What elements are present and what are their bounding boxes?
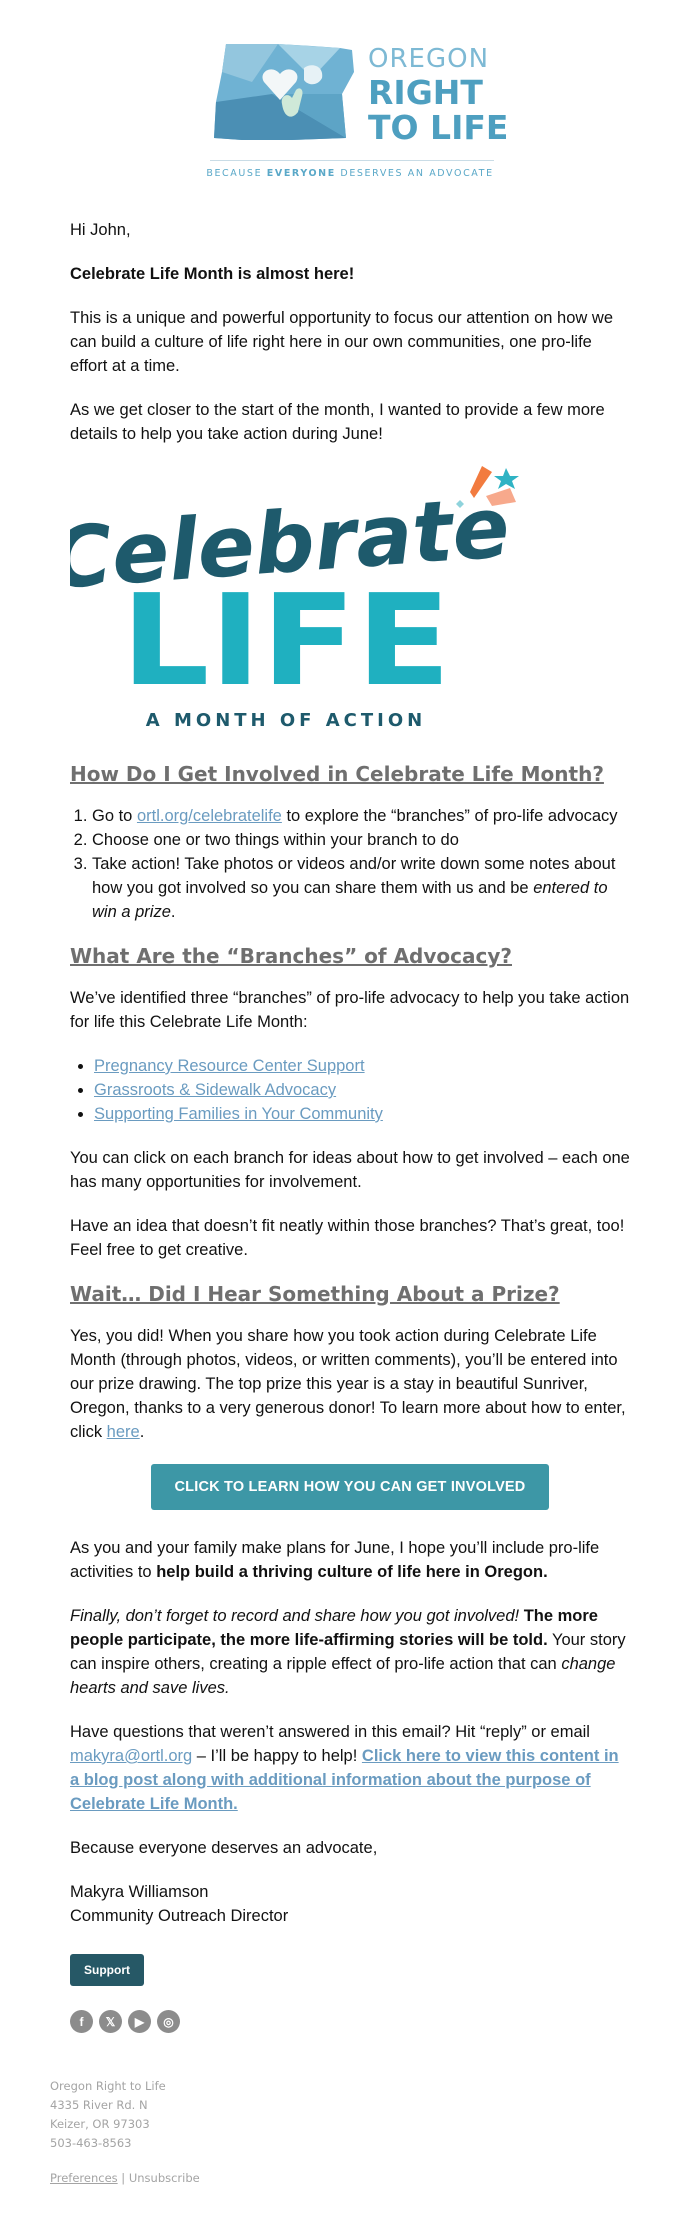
branches-list bbox=[70, 1054, 630, 1126]
blog-post-link[interactable]: Click here to view this content in a blog post along with additional information about the purpose of Celebrate Life Month. bbox=[70, 1747, 619, 1813]
signature bbox=[70, 1880, 630, 1928]
preferences-link[interactable]: Preferences bbox=[50, 2171, 118, 2185]
learn-how-cta-button[interactable]: CLICK TO LEARN HOW YOU CAN GET INVOLVED bbox=[151, 1464, 550, 1510]
hero-subtitle: A MONTH OF ACTION bbox=[145, 710, 427, 731]
step-item: 1. Go to ortl.org/celebratelife to explore the “branches” of pro-life advocacy bbox=[92, 804, 630, 828]
celebrate-life-hero-image bbox=[70, 466, 630, 736]
x-twitter-icon[interactable]: 𝕏 bbox=[99, 2010, 122, 2033]
hero-word-life: LIFE bbox=[121, 567, 451, 714]
signature-name: Makyra Williamson bbox=[70, 1883, 209, 1901]
section-heading-branches: What Are the “Branches” of Advocacy? bbox=[70, 944, 512, 968]
get-involved-steps bbox=[70, 804, 630, 924]
branch-link-families[interactable]: Supporting Families in Your Community bbox=[94, 1105, 383, 1123]
section-heading-get-involved: How Do I Get Involved in Celebrate Life Month? bbox=[70, 762, 604, 786]
branches-paragraph-1: You can click on each branch for ideas about how to get involved – each one has many opportunities for involvement. bbox=[70, 1149, 630, 1191]
prize-here-link[interactable]: here bbox=[106, 1423, 140, 1441]
email-link[interactable]: makyra@ortl.org bbox=[70, 1747, 193, 1765]
step-item: 2. Choose one or two things within your branch to do bbox=[92, 828, 630, 852]
cta-wrapper bbox=[70, 1464, 630, 1510]
branch-link-pregnancy-center[interactable]: Pregnancy Resource Center Support bbox=[94, 1057, 365, 1075]
email-content bbox=[0, 218, 700, 2033]
intro-paragraph-1: This is a unique and powerful opportunity to focus our attention on how we can build a culture of life right here in our own communities, one pro-life effort at a time. bbox=[70, 309, 614, 375]
footer bbox=[0, 2077, 700, 2188]
instagram-icon[interactable]: ◎ bbox=[157, 2010, 180, 2033]
closing-paragraph-1: As you and your family make plans for June, I hope you’ll include pro-life activities to help build a thriving culture of life here in Oregon. bbox=[70, 1539, 600, 1581]
closing-paragraph-4: Because everyone deserves an advocate, bbox=[70, 1839, 378, 1857]
celebrate-life-graphic bbox=[70, 466, 630, 736]
greeting: Hi John, bbox=[70, 221, 131, 239]
closing-paragraph-2: Finally, don’t forget to record and share how you got involved! The more people participate, the more life-affirming stories will be told. Your story can inspire others, creating a ripple effect of pro-life action that can change hearts and save lives. bbox=[70, 1607, 626, 1697]
intro-paragraph-2: As we get closer to the start of the month, I wanted to provide a few more details to help you take action during June! bbox=[70, 401, 605, 443]
oregon-map-logo-icon bbox=[212, 42, 360, 142]
unsubscribe-link[interactable]: Unsubscribe bbox=[128, 2171, 200, 2185]
step-item: 3. Take action! Take photos or videos and/or write down some notes about how you got involved so you can share them with us and be entered to win a prize. bbox=[92, 852, 630, 924]
logo-tagline: BECAUSE EVERYONE DESERVES AN ADVOCATE bbox=[206, 168, 494, 179]
signature-title: Community Outreach Director bbox=[70, 1907, 289, 1925]
section-heading-prize: Wait… Did I Hear Something About a Prize? bbox=[70, 1282, 560, 1306]
footer-phone: 503-463-8563 bbox=[50, 2136, 132, 2150]
header-logo[interactable] bbox=[0, 0, 700, 190]
footer-links bbox=[50, 2169, 700, 2188]
branches-intro: We’ve identified three “branches” of pro-life advocacy to help you take action for life this Celebrate Life Month: bbox=[70, 989, 630, 1031]
celebratelife-link[interactable]: ortl.org/celebratelife bbox=[136, 807, 282, 825]
closing-paragraph-3: Have questions that weren’t answered in this email? Hit “reply” or email makyra@ortl.org – I’ll be happy to help! Click here to view this content in a blog post along with additional information about the purpose of Celebrate Life Month. bbox=[70, 1723, 619, 1813]
headline: Celebrate Life Month is almost here! bbox=[70, 265, 355, 283]
footer-separator: | bbox=[117, 2171, 129, 2185]
branch-item bbox=[94, 1054, 630, 1078]
footer-org: Oregon Right to Life bbox=[50, 2079, 166, 2093]
logo-wordmark: OREGON RIGHT TO LIFE bbox=[368, 44, 509, 147]
facebook-icon[interactable]: f bbox=[70, 2010, 93, 2033]
footer-street: 4335 River Rd. N bbox=[50, 2098, 148, 2112]
branches-paragraph-2: Have an idea that doesn’t fit neatly within those branches? That’s great, too! Feel free to get creative. bbox=[70, 1217, 625, 1259]
support-button[interactable]: Support bbox=[70, 1954, 144, 1986]
hero-word-celebrate: Celebrate bbox=[70, 478, 513, 608]
logo-divider bbox=[210, 160, 494, 161]
social-links bbox=[70, 2010, 630, 2033]
branch-item bbox=[94, 1078, 630, 1102]
branch-item bbox=[94, 1102, 630, 1126]
branch-link-grassroots[interactable]: Grassroots & Sidewalk Advocacy bbox=[94, 1081, 337, 1099]
prize-paragraph: Yes, you did! When you share how you took action during Celebrate Life Month (through photos, videos, or written comments), you’ll be entered into our prize drawing. The top prize this year is a stay in beautiful Sunriver, Oregon, thanks to a very generous donor! To learn more about how to enter, click here. bbox=[70, 1327, 626, 1441]
youtube-icon[interactable]: ▶ bbox=[128, 2010, 151, 2033]
footer-city: Keizer, OR 97303 bbox=[50, 2117, 150, 2131]
